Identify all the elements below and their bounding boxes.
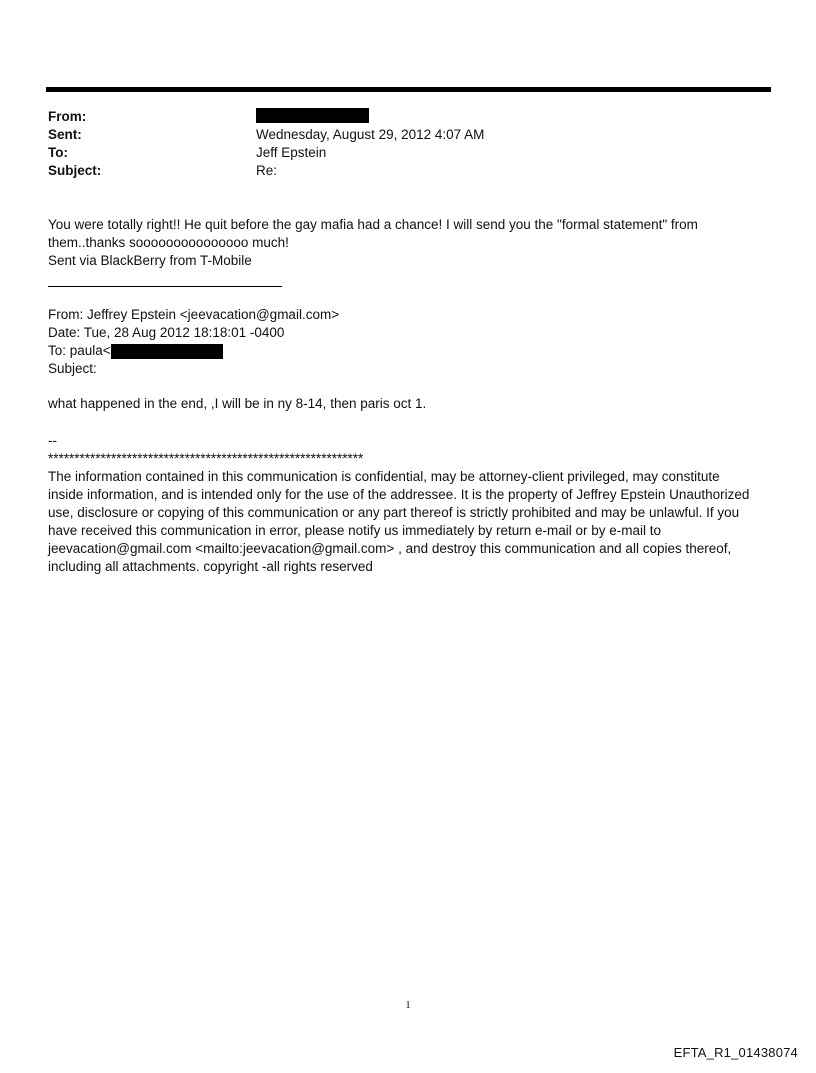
from-row <box>48 108 748 126</box>
signature-dashes: -- <box>48 433 57 448</box>
disclaimer-line: use, disclosure or copying of this communication or any part thereof is strictly prohibited and may be unlawful. If you <box>48 505 740 520</box>
disclaimer-line: have received this communication in error, please notify us immediately by return e-mail or by e-mail to <box>48 523 662 538</box>
disclaimer-line: The information contained in this communication is confidential, may be attorney-client privileged, may constitute <box>48 469 720 484</box>
subject-label: Subject: <box>48 163 102 178</box>
signature-stars: ************************************************************ <box>48 451 364 466</box>
quoted-from: From: Jeffrey Epstein <jeevacation@gmail.com> <box>48 307 340 322</box>
disclaimer-line: including all attachments. copyright -all rights reserved <box>48 559 373 574</box>
subject-row <box>48 162 748 180</box>
quoted-body <box>48 395 768 413</box>
quoted-to-prefix: To: paula< <box>48 343 111 358</box>
redaction-box <box>256 108 369 123</box>
confidentiality-disclaimer <box>48 468 768 576</box>
to-label: To: <box>48 145 68 160</box>
from-value <box>256 108 369 126</box>
sent-value: Wednesday, August 29, 2012 4:07 AM <box>256 127 485 142</box>
disclaimer-line: inside information, and is intended only for the use of the addressee. It is the property of Jeffrey Epstein Unauthorized <box>48 487 750 502</box>
reply-line: You were totally right!! He quit before the gay mafia had a chance! I will send you the "formal statement" from <box>48 217 698 232</box>
redaction-box <box>111 344 223 359</box>
quote-separator-rule <box>48 286 282 287</box>
quoted-header <box>48 306 768 378</box>
page-number: 1 <box>405 999 411 1011</box>
email-header <box>48 108 748 180</box>
signature-line: Sent via BlackBerry from T-Mobile <box>48 253 252 268</box>
quoted-body-line: what happened in the end, ,I will be in ny 8-14, then paris oct 1. <box>48 396 427 411</box>
quoted-to <box>48 342 768 360</box>
signature-footer <box>48 432 768 468</box>
to-row <box>48 144 748 162</box>
quoted-subject: Subject: <box>48 361 97 376</box>
document-id: EFTA_R1_01438074 <box>673 1045 798 1060</box>
subject-value: Re: <box>256 163 278 178</box>
reply-body <box>48 216 768 270</box>
sent-row <box>48 126 748 144</box>
disclaimer-line: jeevacation@gmail.com <mailto:jeevacation@gmail.com> , and destroy this communication and all copies thereof, <box>48 541 732 556</box>
quoted-date: Date: Tue, 28 Aug 2012 18:18:01 -0400 <box>48 325 285 340</box>
to-value: Jeff Epstein <box>256 145 327 160</box>
reply-line: them..thanks sooooooooooooooo much! <box>48 235 289 250</box>
from-label: From: <box>48 109 87 124</box>
sent-label: Sent: <box>48 127 82 142</box>
header-rule <box>46 87 771 92</box>
